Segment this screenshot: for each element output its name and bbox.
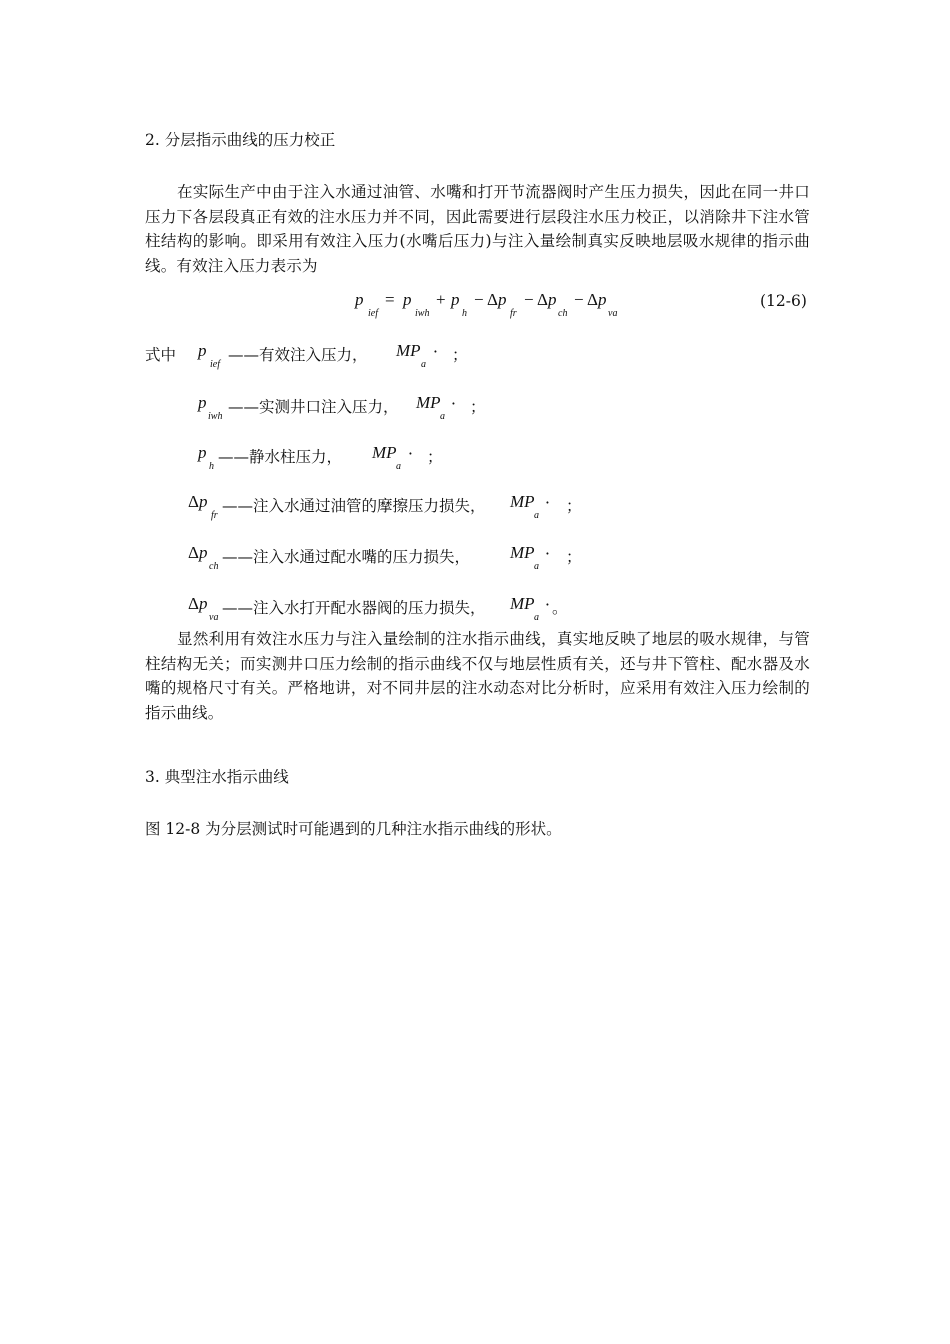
eq-sub-h: h <box>462 308 467 319</box>
def5-semi: ； <box>566 548 582 566</box>
def1-p: p <box>198 341 207 360</box>
equation-number: (12-6) <box>760 292 807 310</box>
def6-period: 。 <box>552 599 568 617</box>
eq-sub-fr: fr <box>510 308 517 319</box>
def4-semi: ； <box>566 497 582 515</box>
def1-semi: ； <box>452 346 468 364</box>
eq-p-fr: p <box>498 290 507 309</box>
def2-sub: iwh <box>208 411 223 422</box>
def5-sub: ch <box>209 561 219 572</box>
eq-sub-iwh: iwh <box>415 308 430 319</box>
def6-unit-sub: a <box>534 612 539 623</box>
eq-equals: = <box>385 290 395 309</box>
def6-sub: va <box>209 612 219 623</box>
def2-semi: ； <box>470 398 486 416</box>
def4-sub: fr <box>211 510 218 521</box>
eq-p-ief: p <box>355 290 364 309</box>
eq-sub-ief: ief <box>368 308 378 319</box>
eq-plus: + <box>436 290 446 309</box>
def6-delta: Δ <box>188 594 199 613</box>
eq-delta-2: Δ <box>537 290 548 309</box>
def3-unit: MP <box>372 443 397 462</box>
conclusion-paragraph: 显然利用有效注水压力与注入量绘制的注水指示曲线，真实地反映了地层的吸水规律，与管柱结构无关；而实测井口压力绘制的指示曲线不仅与地层性质有关，还与井下管柱、配水器及水嘴的规格尺寸有关。严格地讲，对不同井层的注水动态对比分析时，应采用有效注入压力绘制的指示曲线。 <box>145 630 810 722</box>
def3-p: p <box>198 443 207 462</box>
def6-text: ——注入水打开配水器阀的压力损失， <box>222 599 486 617</box>
def2-dot: · <box>451 395 456 413</box>
section-3-heading: 3. 典型注水指示曲线 <box>145 768 289 786</box>
eq-sub-ch: ch <box>558 308 568 319</box>
eq-sub-va: va <box>608 308 618 319</box>
def1-unit-sub: a <box>421 359 426 370</box>
section-2-heading: 2. 分层指示曲线的压力校正 <box>145 131 336 149</box>
eq-p-ch: p <box>548 290 557 309</box>
def5-text: ——注入水通过配水嘴的压力损失， <box>222 548 471 566</box>
def1-text: ——有效注入压力， <box>228 346 368 364</box>
def5-p: p <box>199 543 208 562</box>
eq-p-va: p <box>598 290 607 309</box>
def2-unit: MP <box>416 393 441 412</box>
def3-sub: h <box>209 461 214 472</box>
eq-p-h: p <box>451 290 460 309</box>
eq-delta-3: Δ <box>587 290 598 309</box>
def3-text: ——静水柱压力， <box>218 448 343 466</box>
def4-delta: Δ <box>188 492 199 511</box>
def1-unit: MP <box>396 341 421 360</box>
eq-minus-1: − <box>474 290 484 309</box>
def4-unit: MP <box>510 492 535 511</box>
def5-dot: · <box>545 545 550 563</box>
section-3-paragraph: 图 12-8 为分层测试时可能遇到的几种注水指示曲线的形状。 <box>145 820 562 838</box>
def2-unit-sub: a <box>440 411 445 422</box>
def3-unit-sub: a <box>396 461 401 472</box>
eq-minus-2: − <box>524 290 534 309</box>
def2-text: ——实测井口注入压力， <box>228 398 399 416</box>
def3-semi: ； <box>427 448 443 466</box>
def5-unit: MP <box>510 543 535 562</box>
eq-minus-3: − <box>574 290 584 309</box>
def1-sub: ief <box>210 359 220 370</box>
def2-p: p <box>198 393 207 412</box>
def5-unit-sub: a <box>534 561 539 572</box>
def6-dot: · <box>545 596 550 614</box>
eq-p-iwh: p <box>403 290 412 309</box>
def5-delta: Δ <box>188 543 199 562</box>
section-2-paragraph: 在实际生产中由于注入水通过油管、水嘴和打开节流器阀时产生压力损失，因此在同一井口压力下各层段真正有效的注水压力并不同，因此需要进行层段注水压力校正，以消除井下注水管柱结构的影响。即采用有效注入压力(水嘴后压力)与注入量绘制真实反映地层吸水规律的指示曲线。有效注入压力表示为 <box>145 183 810 275</box>
eq-delta-1: Δ <box>487 290 498 309</box>
def4-dot: · <box>545 494 550 512</box>
definition-prefix: 式中 <box>145 346 177 364</box>
def4-p: p <box>199 492 208 511</box>
def1-dot: · <box>433 343 438 361</box>
def4-unit-sub: a <box>534 510 539 521</box>
def6-unit: MP <box>510 594 535 613</box>
def4-text: ——注入水通过油管的摩擦压力损失， <box>222 497 486 515</box>
def6-p: p <box>199 594 208 613</box>
def3-dot: · <box>408 445 413 463</box>
